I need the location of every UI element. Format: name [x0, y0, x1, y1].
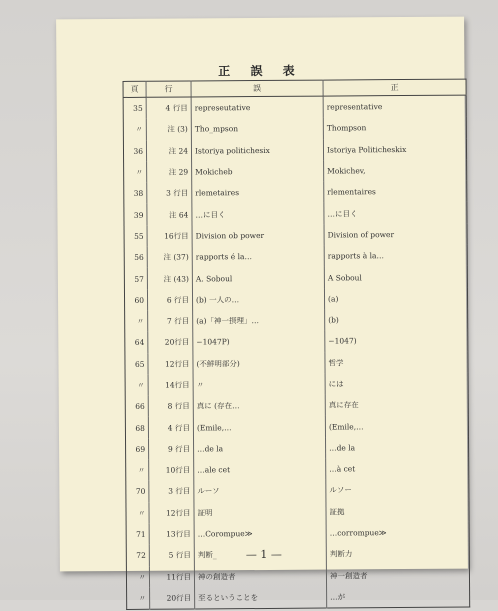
right-cell: (a): [328, 294, 339, 304]
page-cell: 72: [126, 545, 149, 566]
table-row: [126, 564, 469, 588]
page-cell: 65: [125, 353, 148, 374]
table-row: [124, 181, 467, 205]
right-cell: Istoriya Politicheskix: [326, 144, 407, 155]
wrong-cell: 真に (存在…: [193, 395, 325, 417]
wrong-cell: (b) 一人の…: [192, 288, 324, 310]
table-row: [125, 351, 468, 375]
page-cell: 68: [125, 417, 148, 438]
page-cell: 〃: [123, 119, 146, 140]
right-cell: rapports à la…: [327, 251, 385, 261]
wrong-cell: Division ob power: [192, 224, 324, 246]
page-cell: 〃: [124, 162, 147, 183]
wrong-cell: 判断_: [194, 544, 326, 566]
wrong-cell: 〃: [193, 373, 325, 395]
wrong-cell: …Corompue≫: [194, 522, 326, 544]
page-cell: 〃: [127, 588, 150, 610]
page-cell: 71: [126, 524, 149, 545]
right-cell: 神一創造者: [329, 570, 368, 581]
page-cell: 〃: [125, 311, 148, 332]
line-cell: 注 (43): [147, 268, 192, 290]
page-cell: 〃: [126, 566, 149, 587]
page-number: — 1 —: [245, 547, 282, 562]
line-cell: 3 行目: [147, 183, 192, 205]
table-row: [125, 372, 468, 396]
wrong-cell: …de la: [194, 437, 326, 459]
table-row: [124, 202, 467, 226]
wrong-cell: A. Soboul: [192, 267, 324, 289]
page-cell: 〃: [125, 375, 148, 396]
page-cell: 55: [124, 226, 147, 247]
line-cell: 14行目: [148, 374, 193, 396]
table-row: [124, 159, 467, 183]
wrong-cell: 証明: [194, 501, 326, 523]
page-cell: 36: [123, 140, 146, 161]
page-cell: 〃: [126, 460, 149, 481]
page-cell: 38: [124, 183, 147, 204]
page-cell: 39: [124, 204, 147, 225]
wrong-cell: Mokicheb: [192, 160, 324, 182]
page-cell: 〃: [126, 502, 149, 523]
header-line: 行: [146, 81, 191, 97]
table-row: [125, 394, 468, 418]
page-cell: 60: [124, 289, 147, 310]
right-cell: …à cet: [329, 464, 356, 474]
header-wrong: 誤: [191, 80, 323, 97]
wrong-cell: Istoriya politichesix: [191, 139, 323, 161]
line-cell: 注 29: [147, 161, 192, 183]
page-title: 正 誤 表: [218, 63, 303, 79]
right-cell: には: [328, 379, 344, 389]
page-cell: 35: [123, 97, 146, 119]
wrong-cell: …ale cet: [194, 459, 326, 481]
wrong-cell: rapports é la…: [192, 246, 324, 268]
table-row: [125, 330, 468, 354]
table-row: [126, 436, 469, 460]
wrong-cell: (a)「神一摂理」…: [193, 310, 325, 332]
line-cell: 6 行目: [147, 289, 192, 311]
table-row: [126, 521, 469, 545]
right-cell: 証拠: [329, 507, 345, 517]
right-cell: (Emile,…: [328, 421, 364, 432]
table-row: [123, 138, 466, 162]
table-row: [123, 95, 466, 119]
line-cell: 8 行目: [148, 396, 193, 418]
line-cell: 12行目: [148, 353, 193, 375]
wrong-cell: ルーソ: [194, 480, 326, 502]
right-cell: Mokichev,: [327, 166, 366, 176]
right-cell: A Soboul: [327, 272, 362, 283]
wrong-cell: 神の創造者: [194, 565, 326, 587]
line-cell: 4 行目: [148, 417, 193, 439]
table-row: [124, 223, 467, 247]
line-cell: 20行目: [150, 587, 195, 609]
right-cell: …が: [330, 592, 346, 602]
right-cell: …de la: [329, 443, 356, 453]
right-cell: …corrompue≫: [329, 528, 387, 538]
right-cell: representative: [326, 102, 383, 112]
page-cell: 66: [125, 396, 148, 417]
wrong-cell: represeutative: [191, 96, 323, 119]
table-row: [125, 415, 468, 439]
right-cell: ルソー: [329, 485, 352, 496]
right-cell: (b): [328, 315, 339, 325]
page-cell: 69: [126, 439, 149, 460]
wrong-cell: …に目く: [192, 203, 324, 225]
page-cell: 70: [126, 481, 149, 502]
wrong-cell: −1047P): [193, 331, 325, 353]
right-cell: Thompson: [326, 123, 367, 133]
line-cell: 注 (37): [147, 247, 192, 269]
header-page: 頁: [123, 81, 146, 97]
page-cell: 56: [124, 247, 147, 268]
right-cell: rlementaires: [327, 187, 376, 197]
line-cell: 5 行目: [149, 545, 194, 567]
wrong-cell: (不鮮明部分): [193, 352, 325, 374]
table-row: [126, 479, 469, 503]
page-cell: 64: [125, 332, 148, 353]
wrong-cell: 至るということを: [195, 586, 327, 609]
errata-sheet: [56, 17, 468, 603]
header-right: 正: [323, 79, 466, 96]
right-cell: 判断力: [329, 549, 353, 559]
right-cell: 真に存在: [328, 400, 359, 410]
right-cell: …に目く: [327, 208, 358, 219]
wrong-cell: rlemetaires: [192, 182, 324, 204]
line-cell: 4 行目: [146, 97, 191, 119]
line-cell: 3 行目: [149, 481, 194, 503]
wrong-cell: Tho_mpson: [191, 118, 323, 140]
line-cell: 10行目: [149, 460, 194, 482]
line-cell: 20行目: [148, 332, 193, 354]
table-row: [124, 245, 467, 269]
wrong-cell: (Emile,…: [193, 416, 325, 438]
page-cell: 57: [124, 268, 147, 289]
table-row: [127, 585, 470, 609]
errata-table: [123, 79, 471, 611]
line-cell: 12行目: [149, 502, 194, 524]
line-cell: 9 行目: [149, 438, 194, 460]
right-cell: −1047): [328, 336, 357, 346]
line-cell: 7 行目: [148, 310, 193, 332]
line-cell: 11行目: [149, 566, 194, 588]
line-cell: 注 24: [146, 140, 191, 162]
table-row: [126, 500, 469, 524]
table-row: [125, 309, 468, 333]
line-cell: 注 (3): [146, 119, 191, 141]
table-row: [123, 117, 466, 141]
line-cell: 13行目: [149, 523, 194, 545]
table-row: [124, 287, 467, 311]
line-cell: 16行目: [147, 225, 192, 247]
right-cell: 哲学: [328, 358, 344, 368]
table-row: [124, 266, 467, 290]
table-row: [126, 458, 469, 482]
right-cell: Division of power: [327, 229, 395, 240]
line-cell: 注 64: [147, 204, 192, 226]
